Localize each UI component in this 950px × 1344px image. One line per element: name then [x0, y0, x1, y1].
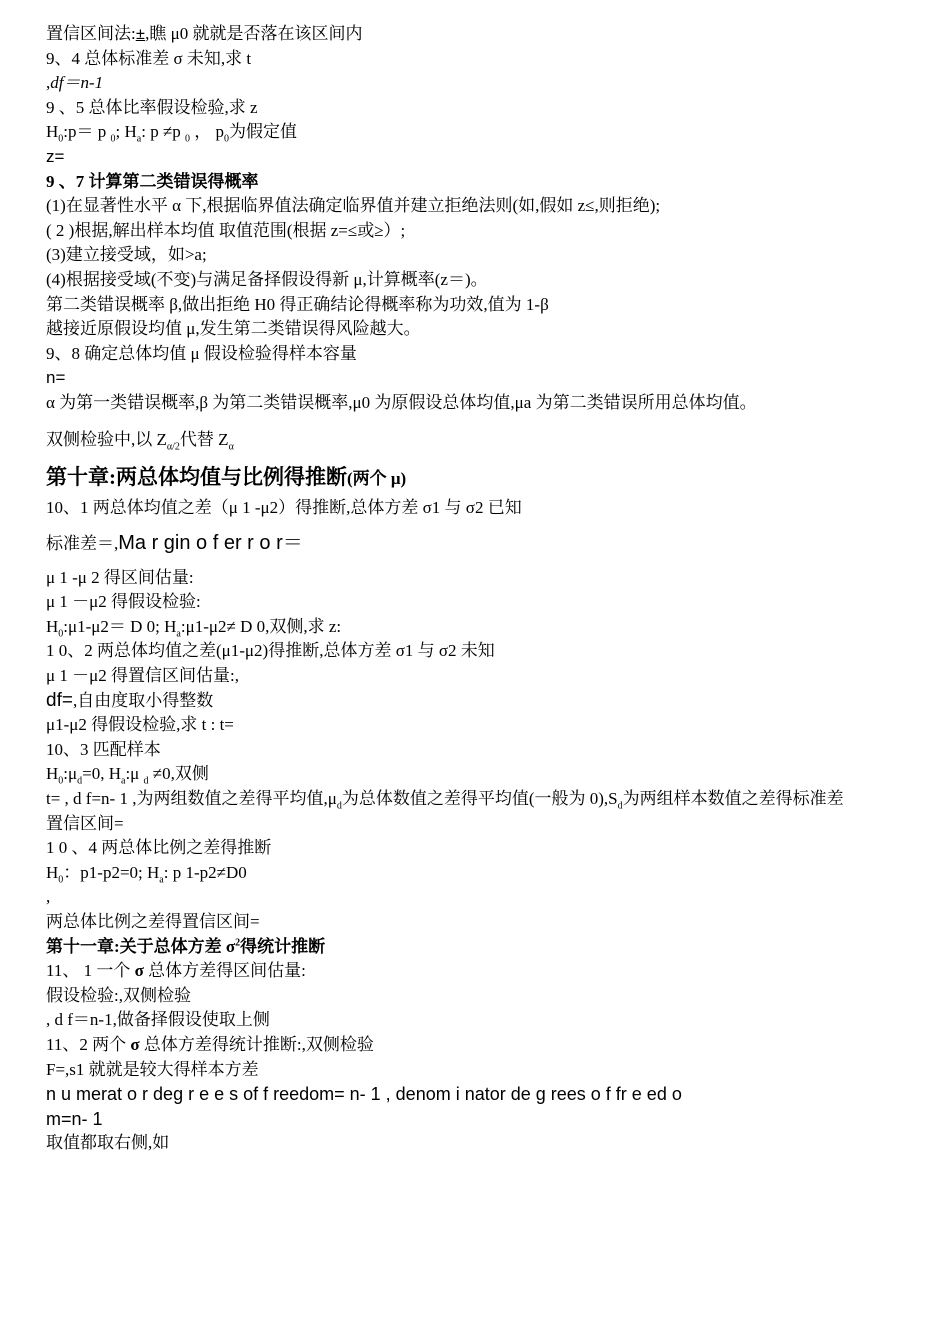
text: 为总体数值之差得平均值(一般为 0),S — [341, 789, 618, 809]
line-df-rule — [46, 689, 916, 714]
line-10-2-heading: 1 0、2 两总体均值之差(μ1-μ2)得推断,总体方差 σ1 与 σ2 未知 — [46, 641, 495, 661]
line-ci-estimate: μ 1 －μ2 得置信区间估量:, — [46, 666, 239, 686]
line-confidence-interval-method — [46, 22, 916, 47]
text: ：p1-p2=0; H — [63, 862, 160, 882]
text: 置信区间法: — [46, 24, 136, 43]
text: t= , d f=n- 1 ,为两组数值之差得平均值,μ — [46, 789, 337, 809]
line-9-5-heading: 9 、5 总体比率假设检验,求 z — [46, 97, 258, 117]
line-9-8-heading: 9、8 确定总体均值 μ 假设检验得样本容量 — [46, 343, 357, 363]
text: ,自由度取小得整数 — [72, 690, 214, 710]
text: : p 1-p2≠D0 — [163, 862, 247, 882]
line-proportion-hypothesis — [46, 861, 916, 886]
text: H — [46, 122, 59, 142]
text: ≠0,双侧 — [148, 764, 209, 784]
text: 为两组样本数值之差得标准差 — [622, 789, 844, 809]
text: H — [46, 764, 59, 784]
line-hypothesis-proportion — [46, 120, 916, 145]
text: :μ — [63, 764, 78, 784]
subscript: a — [121, 775, 126, 787]
line-t-test: μ1-μ2 得假设检验,求 t : t= — [46, 715, 234, 735]
line-matched-hypothesis — [46, 762, 916, 787]
superscript: 2 — [235, 936, 241, 948]
spacer — [46, 452, 916, 460]
text: , — [46, 73, 51, 93]
line-two-sided — [46, 428, 916, 453]
subscript: d — [617, 800, 623, 812]
line-df-upper: , d f＝n-1,做备择假设使取上侧 — [46, 1010, 270, 1030]
text: ， p — [190, 122, 225, 142]
text: H — [46, 862, 59, 882]
line-f-statistic: F=,s1 就就是较大得样本方差 — [46, 1059, 259, 1079]
line-10-4-heading: 1 0 、4 两总体比例之差得推断 — [46, 838, 272, 858]
df-formula: df＝n-1 — [50, 73, 104, 93]
line-right-side: 取值都取右侧,如 — [46, 1133, 170, 1153]
subscript: 0 — [185, 133, 191, 145]
line-degrees-of-freedom: n u merat o r deg r e e s of f reedom= n- 1 , denom i nator de g rees o f fr e ed o — [46, 1084, 682, 1105]
line-11-1-heading — [46, 959, 916, 984]
text: 总体方差得统计推断:,双侧检验 — [139, 1034, 374, 1054]
subscript: 0 — [58, 775, 64, 787]
subscript: d — [77, 775, 83, 787]
line-11-2-heading — [46, 1033, 916, 1058]
line-t-statistic — [46, 787, 916, 812]
line-type-2-error: 第二类错误概率 β,做出拒绝 H0 得正确结论得概率称为功效,值为 1-β — [46, 294, 549, 314]
subscript: d — [143, 775, 149, 787]
subscript: 0 — [58, 133, 64, 145]
text: :μ1-μ2≠ D 0,双侧,求 z: — [180, 616, 342, 636]
subscript: α — [228, 440, 234, 452]
spacer — [46, 416, 916, 428]
subscript: a — [136, 133, 142, 145]
text: =0, H — [82, 764, 121, 784]
text: 标准差＝, — [46, 533, 119, 553]
text: 得统计推断 — [240, 936, 326, 956]
line-10-1-heading: 10、1 两总体均值之差（μ 1 -μ2）得推断,总体方差 σ1 与 σ2 已知 — [46, 498, 522, 518]
subscript: 0 — [58, 874, 64, 886]
line-proportion-ci: 两总体比例之差得置信区间= — [46, 912, 260, 931]
text: 第十章:两总体均值与比例得推断 — [46, 465, 347, 490]
line-margin-of-error — [46, 521, 916, 566]
line-ci: 置信区间= — [46, 813, 124, 833]
subscript: 0 — [224, 133, 230, 145]
text: (两个 μ) — [347, 469, 407, 489]
text: 为假定值 — [229, 122, 298, 142]
line-denominator-df: m=n- 1 — [46, 1108, 103, 1129]
text: 代替 Z — [179, 429, 229, 449]
plus-minus-symbol: ± — [135, 24, 146, 43]
line-step-3: (3)建立接受域，如>a; — [46, 245, 207, 265]
subscript: d — [336, 800, 342, 812]
line-n: n= — [46, 368, 66, 388]
line-alpha-beta: α 为第一类错误概率,β 为第二类错误概率,μ0 为原假设总体均值,μa 为第二类错误所用总体均值。 — [46, 392, 757, 412]
chapter-11-heading — [46, 935, 916, 960]
subscript: a — [159, 874, 164, 886]
text: 11、2 两个 — [46, 1034, 131, 1054]
line-interval-estimate: μ 1 -μ 2 得区间估量: — [46, 567, 194, 587]
line-df — [46, 71, 916, 96]
text: df= — [46, 689, 73, 711]
text: :p＝ p — [63, 122, 111, 142]
text: σ — [134, 961, 144, 981]
line-step-4: (4)根据接受域(不变)与满足备择假设得新 μ,计算概率(z＝)。 — [46, 269, 488, 289]
subscript: α/2 — [166, 440, 180, 452]
subscript: 0 — [110, 133, 116, 145]
text: ; H — [115, 122, 137, 142]
text: Ma r gin o f er r o r＝ — [118, 531, 303, 554]
text: ,瞧 μ0 就就是否落在该区间内 — [145, 24, 363, 43]
document-body — [46, 22, 916, 1156]
line-comma: , — [46, 887, 51, 907]
text: 11、 1 一个 — [46, 961, 135, 981]
line-9-7-heading: 9 、7 计算第二类错误得概率 — [46, 171, 259, 191]
line-9-4-heading: 9、4 总体标准差 σ 未知,求 t — [46, 48, 252, 68]
text: 第十一章:关于总体方差 σ — [46, 936, 236, 956]
text: :μ — [125, 764, 144, 784]
text: :μ1-μ2＝ D 0; H — [63, 616, 177, 636]
subscript: a — [176, 628, 181, 640]
line-10-3-heading: 10、3 匹配样本 — [46, 739, 161, 759]
text: 双侧检验中,以 Z — [46, 429, 167, 449]
line-step-1: (1)在显著性水平 α 下,根据临界值法确定临界值并建立拒绝法则(如,假如 z≤,则拒绝); — [46, 196, 661, 216]
line-step-2: ( 2 )根据,解出样本均值 取值范围(根据 z=≤或≥）; — [46, 220, 406, 240]
text: 总体方差得区间估量: — [143, 961, 306, 981]
line-risk: 越接近原假设均值 μ,发生第二类错误得风险越大。 — [46, 319, 421, 339]
line-two-sided-test: 假设检验:,双侧检验 — [46, 985, 191, 1005]
text: σ — [130, 1034, 140, 1054]
line-h0-ha — [46, 615, 916, 640]
chapter-10-heading — [46, 460, 916, 496]
line-hypothesis-test: μ 1 －μ2 得假设检验: — [46, 592, 201, 612]
text: : p ≠p — [141, 122, 186, 142]
subscript: 0 — [58, 628, 64, 640]
line-z: z= — [46, 146, 65, 166]
text: H — [46, 616, 59, 636]
